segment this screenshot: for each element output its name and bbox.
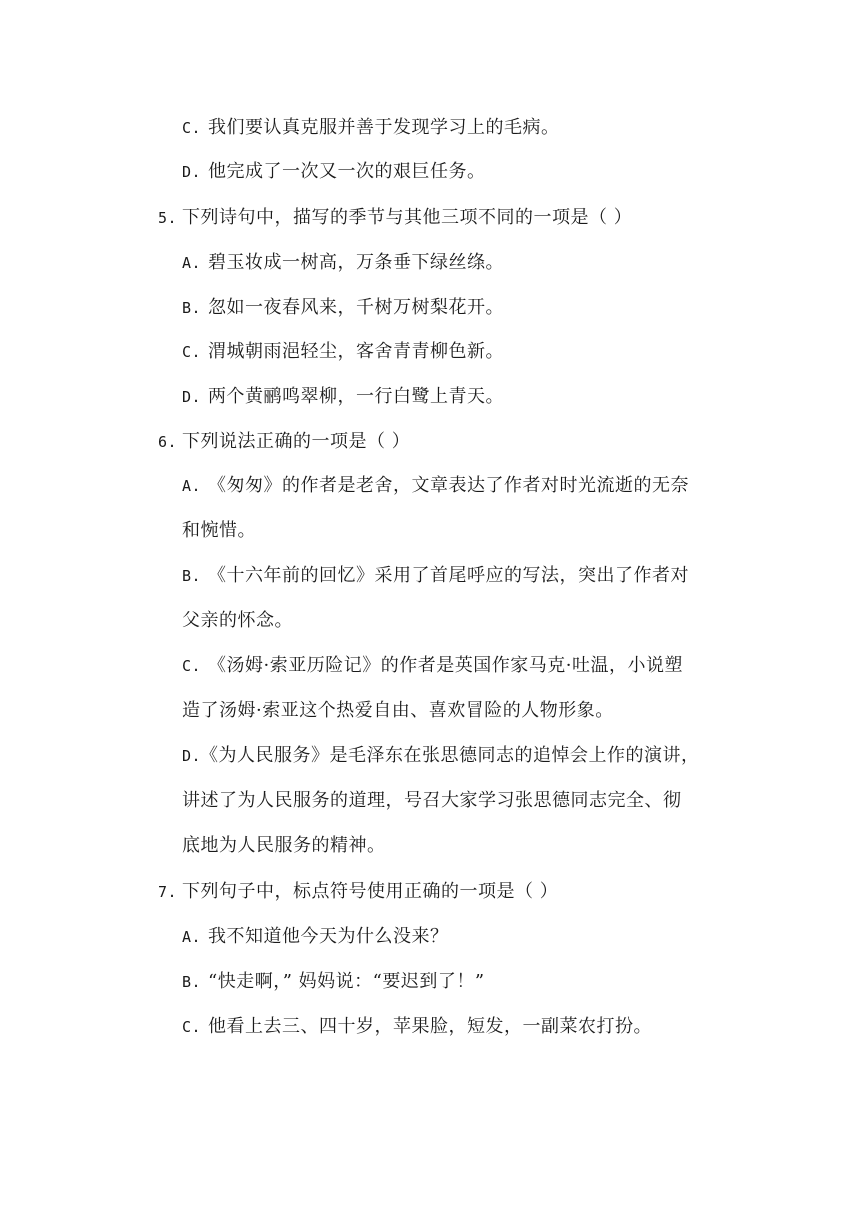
q7-option-a [182, 925, 449, 949]
option-label: C. [182, 657, 202, 675]
option-label: B. [182, 299, 202, 317]
option-text-continued: 造了汤姆·索亚这个热爱自由、喜欢冒险的人物形象。 [182, 700, 614, 721]
option-label: C. [182, 1018, 202, 1036]
option-label: A. [182, 928, 202, 946]
q6-option-a-line1 [182, 474, 689, 498]
q6-option-d-line3 [182, 834, 386, 858]
option-text: 忽如一夜春风来，千树万树梨花开。 [208, 297, 504, 318]
option-label: D. [182, 163, 202, 181]
option-label: C. [182, 343, 202, 361]
option-label: C. [182, 119, 202, 137]
q7-option-b [182, 970, 485, 994]
q5-option-c [182, 340, 504, 364]
question-text: 下列说法正确的一项是（ ） [182, 431, 411, 452]
question-number: 5. [158, 209, 178, 227]
option-text: 我们要认真克服并善于发现学习上的毛病。 [208, 117, 560, 138]
option-text: “快走啊，” 妈妈说：“要迟到了！” [208, 971, 485, 992]
question-6-stem [158, 430, 410, 454]
q5-option-b [182, 296, 504, 320]
option-label: A. [182, 477, 202, 495]
option-text: 《汤姆·索亚历险记》的作者是英国作家马克·吐温，小说塑 [208, 655, 683, 676]
question-number: 7. [158, 883, 178, 901]
q6-option-d-line2 [182, 789, 682, 813]
option-text: 两个黄鹂鸣翠柳，一行白鹭上青天。 [208, 386, 504, 407]
option-text-continued: 父亲的怀念。 [182, 610, 293, 631]
option-text-continued: 和惋惜。 [182, 520, 256, 541]
option-text: 渭城朝雨浥轻尘，客舍青青柳色新。 [208, 341, 504, 362]
q4-option-c [182, 116, 560, 140]
question-7-stem [158, 880, 558, 904]
option-text: 《十六年前的回忆》采用了首尾呼应的写法，突出了作者对 [208, 565, 689, 586]
option-label: D. [182, 747, 202, 765]
option-text: 碧玉妆成一树高，万条垂下绿丝绦。 [208, 252, 504, 273]
q6-option-b-line2 [182, 609, 293, 633]
q7-option-c [182, 1015, 652, 1039]
option-text: 《为人民服务》是毛泽东在张思德同志的追悼会上作的演讲， [200, 745, 700, 766]
option-label: B. [182, 973, 202, 991]
option-text-continued: 讲述了为人民服务的道理，号召大家学习张思德同志完全、彻 [182, 790, 682, 811]
q6-option-a-line2 [182, 519, 256, 543]
q5-option-a [182, 251, 504, 275]
q6-option-b-line1 [182, 564, 689, 588]
q6-option-c-line1 [182, 654, 683, 678]
q5-option-d [182, 385, 504, 409]
option-text: 我不知道他今天为什么没来？ [208, 926, 449, 947]
option-text-continued: 底地为人民服务的精神。 [182, 835, 386, 856]
option-label: D. [182, 388, 202, 406]
q6-option-c-line2 [182, 699, 614, 723]
question-text: 下列诗句中，描写的季节与其他三项不同的一项是（ ） [182, 207, 633, 228]
q6-option-d-line1 [182, 744, 700, 768]
question-text: 下列句子中，标点符号使用正确的一项是（ ） [182, 881, 559, 902]
question-number: 6. [158, 433, 178, 451]
option-label: B. [182, 567, 202, 585]
option-text: 他完成了一次又一次的艰巨任务。 [208, 161, 486, 182]
question-5-stem [158, 206, 632, 230]
q4-option-d [182, 160, 486, 184]
option-label: A. [182, 254, 202, 272]
option-text: 他看上去三、四十岁，苹果脸，短发，一副菜农打扮。 [208, 1016, 652, 1037]
option-text: 《匆匆》的作者是老舍，文章表达了作者对时光流逝的无奈 [208, 475, 689, 496]
